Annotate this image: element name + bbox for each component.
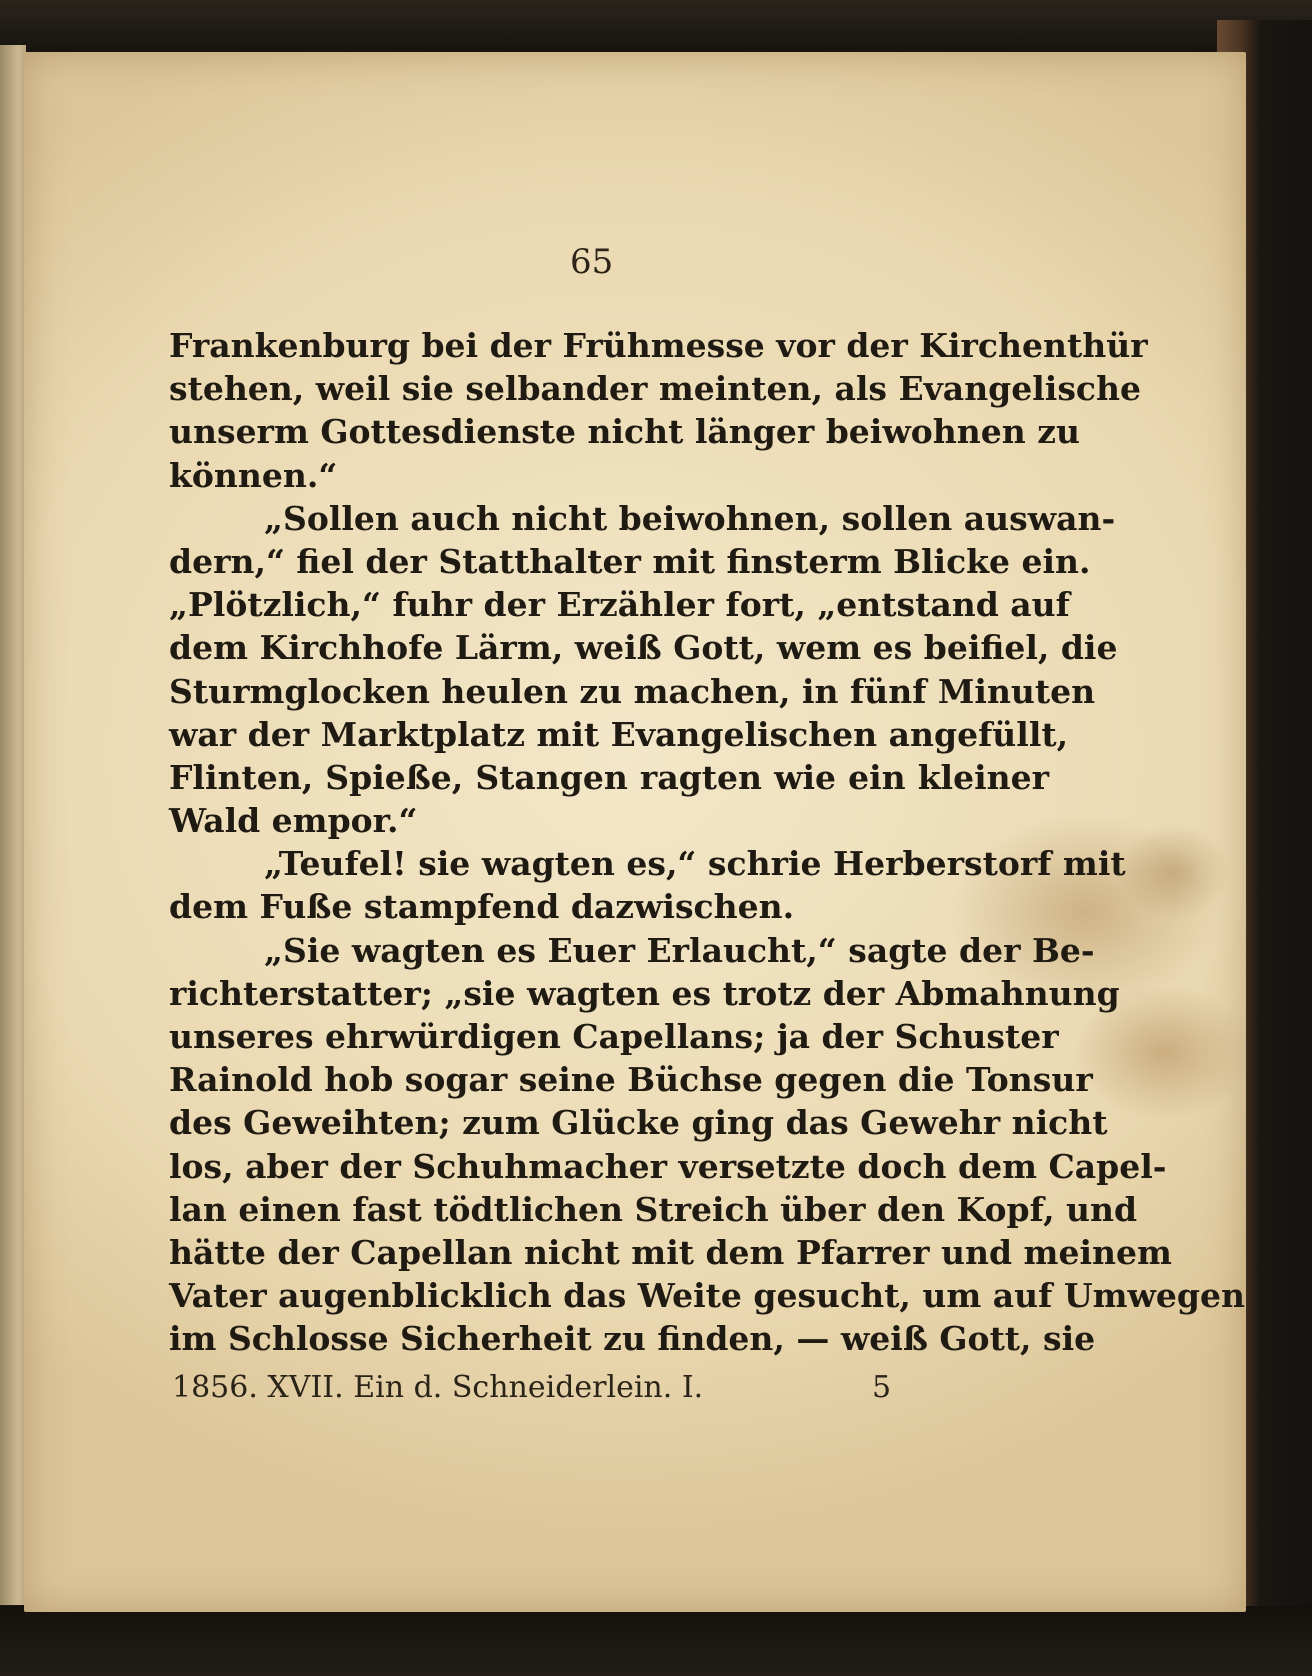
printer-signature: 1856. XVII. Ein d. Schneiderlein. I.: [172, 1370, 704, 1405]
text-line: „Teufel! sie wagten es,“ schrie Herberstorf mit: [264, 844, 1126, 884]
text-line: „Sollen auch nicht beiwohnen, sollen auswan-: [264, 498, 1116, 538]
text-line: los, aber der Schuhmacher versetzte doch dem Capel-: [169, 1146, 1167, 1186]
text-line: Flinten, Spieße, Stangen ragten wie ein kleiner: [169, 757, 1049, 797]
text-line: dern,“ fiel der Statthalter mit finsterm Blicke ein.: [169, 541, 1091, 581]
text-line: Wald empor.“: [169, 801, 418, 841]
text-line: „Plötzlich,“ fuhr der Erzähler fort, „entstand auf: [169, 585, 1070, 625]
text-line: „Sie wagten es Euer Erlaucht,“ sagte der Be-: [264, 930, 1095, 970]
text-line: des Geweihten; zum Glücke ging das Gewehr nicht: [169, 1103, 1108, 1143]
text-line: dem Fuße stampfend dazwischen.: [169, 887, 795, 927]
text-line: hätte der Capellan nicht mit dem Pfarrer und meinem: [169, 1232, 1172, 1272]
book-page: [24, 52, 1246, 1612]
text-line: Sturmglocken heulen zu machen, in fünf Minuten: [169, 671, 1096, 711]
text-line: lan einen fast tödtlichen Streich über den Kopf, und: [169, 1189, 1138, 1229]
text-line: Rainold hob sogar seine Büchse gegen die Tonsur: [169, 1060, 1093, 1100]
sheet-number: 5: [872, 1370, 892, 1405]
page-number: 65: [570, 242, 614, 282]
text-line: unserm Gottesdienste nicht länger beiwohnen zu: [169, 412, 1080, 452]
text-line: unseres ehrwürdigen Capellans; ja der Schuster: [169, 1017, 1059, 1056]
text-line: war der Marktplatz mit Evangelischen angefüllt,: [169, 714, 1069, 754]
text-line: stehen, weil sie selbander meinten, als Evangelische: [169, 369, 1141, 409]
book-cover-bottom: [0, 1606, 1312, 1676]
text-line: können.“: [169, 455, 338, 495]
page-footer: [172, 1370, 912, 1414]
page-left-edge: [0, 45, 26, 1605]
text-line: Vater augenblicklich das Weite gesucht, um auf Umwegen: [169, 1276, 1245, 1316]
text-line: Frankenburg bei der Frühmesse vor der Kirchenthür: [169, 326, 1148, 365]
text-line: richterstatter; „sie wagten es trotz der Abmahnung: [169, 973, 1120, 1013]
text-line: im Schlosse Sicherheit zu finden, — weiß Gott, sie: [169, 1319, 1096, 1359]
text-line: dem Kirchhofe Lärm, weiß Gott, wem es beifiel, die: [169, 628, 1118, 668]
book-cover-top: [0, 0, 1312, 60]
body-text: [169, 324, 1245, 1361]
